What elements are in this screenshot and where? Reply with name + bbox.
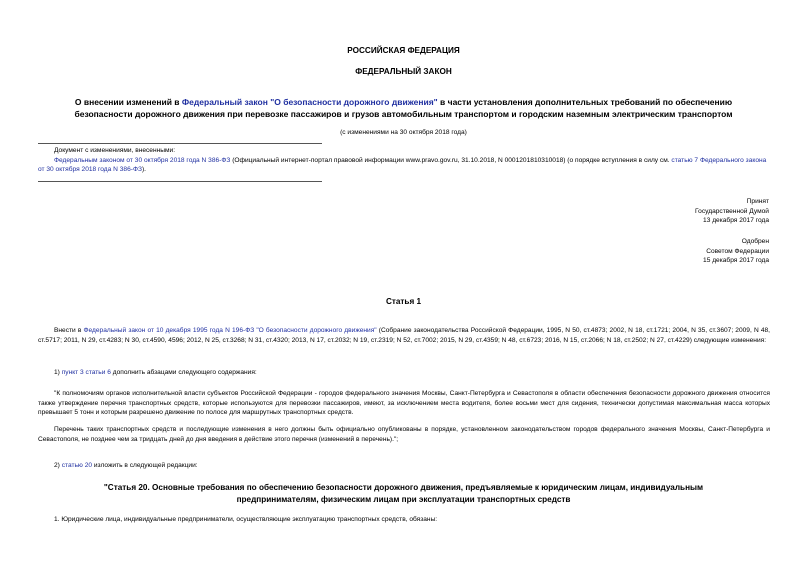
changes-text2: ). (141, 166, 146, 173)
approved-line: Одобрен (741, 238, 769, 245)
law-title (0, 96, 807, 120)
article20-title-line1: "Статья 20. Основные требования по обеспечению безопасности дорожного движения, предъявляемые к юридическим лицам, индивидуальным (103, 483, 704, 492)
item1-text: дополнить абзацами следующего содержания: (110, 369, 257, 376)
intro-text: (Собрание законодательства Российской Федерации, 1995, N 50, ст.4873; 2002, N 18, ст.1721; 2004, N 35, ст.3607; 2009, N 48, ст.5717; 2011, N 29, ст.4283; N 30, ст.4590, 4596; 2012, N 25, ст.3268; N 31, ст.4320; 2013, N 17, ст.2032; N 19, ст.2319; N 52, ст.7002; 2015, N 29, ст.4359; N 48, ст.6723; 2016, N 15, ст.2066; N 18, ст.2502; N 27, ст.4229) следующие изменения: (38, 327, 771, 344)
changes-law-link[interactable]: Федеральным законом от 30 октября 2018 года N 386-ФЗ (54, 157, 231, 164)
country-heading: РОССИЙСКАЯ ФЕДЕРАЦИЯ (347, 46, 460, 55)
item2-text: изложить в следующей редакции: (92, 462, 198, 469)
item2 (38, 461, 770, 471)
item1-prefix: 1) (54, 369, 62, 376)
changes-text1: (Официальный интернет-портал правовой информации www.pravo.gov.ru, 31.10.2018, N 0001201810310018) (о порядке вступления в силу см. (230, 157, 672, 164)
quote-paragraph-2: Перечень таких транспортных средств и последующие изменения в него должны быть официально опубликованы в порядке, установленном законодательством городов федерального значения Москвы, Санкт-Петербурга и Севастополя, не позднее чем за тридцать дней до дня введения в действие этого перечня (изменений в перечень)."; (38, 426, 770, 443)
item2-prefix: 2) (54, 462, 62, 469)
article20-title-line2: предпринимателям, физическим лицам при эксплуатации транспортных средств (236, 495, 571, 504)
amendment-note: (с изменениями на 30 октября 2018 года) (340, 129, 467, 136)
approved-line: 15 декабря 2017 года (703, 257, 769, 264)
changes-heading: Документ с изменениями, внесенными: (54, 147, 176, 154)
intro-prefix: Внести в (54, 327, 84, 334)
item1 (38, 368, 770, 378)
article1-heading: Статья 1 (385, 297, 422, 306)
changes-article-link[interactable]: статью 7 (671, 157, 699, 164)
accepted-line: 13 декабря 2017 года (703, 217, 769, 224)
changes-entry (38, 156, 773, 174)
item2-link[interactable]: статью 20 (61, 462, 93, 469)
law-type-heading: ФЕДЕРАЛЬНЫЙ ЗАКОН (355, 67, 452, 76)
article1-intro (38, 326, 770, 345)
accepted-line: Государственной Думой (695, 207, 769, 215)
article20-title (0, 482, 807, 506)
title-prefix: О внесении изменений в (74, 97, 182, 107)
title-line2: безопасности дорожного движения при перевозке пассажиров и грузов автомобильным транспортом и городским наземным электрическим транспортом (74, 109, 733, 119)
quote-paragraph-1: "К полномочиям органов исполнительной власти субъектов Российской Федерации - городов федерального значения Москвы, Санкт-Петербурга и Севастополя в области обеспечения безопасности дорожного движения относится также утверждение перечня транспортных средств, которые используются для перевозки пассажиров, имеют, за исключением места водителя, более восьми мест для сидения, технически допустимая максимальная масса которых превышает 5 тонн и которым разрешено движение по полосе для маршрутных транспортных средств. (38, 390, 770, 417)
approved-line: Советом Федерации (706, 247, 769, 255)
accepted-block (569, 197, 769, 226)
approved-block (569, 237, 769, 266)
accepted-line: Принят (746, 198, 769, 205)
item1-link[interactable]: пункт 3 статьи 6 (61, 369, 111, 376)
changes-top-divider (38, 143, 322, 144)
changes-law-link-2[interactable]: Федерального закона от 30 октября 2018 года N 386-ФЗ (38, 157, 767, 173)
intro-law-link[interactable]: Федеральный закон от 10 декабря 1995 года N 196-ФЗ "О безопасности дорожного движения" (83, 327, 377, 334)
title-law-link[interactable]: Федеральный закон "О безопасности дорожного движения" (181, 97, 438, 107)
title-suffix: в части установления дополнительных требований по обеспечению (437, 97, 733, 107)
point1: 1. Юридические лица, индивидуальные предприниматели, осуществляющие эксплуатацию транспортных средств, обязаны: (54, 516, 438, 523)
changes-bottom-divider (38, 181, 322, 182)
